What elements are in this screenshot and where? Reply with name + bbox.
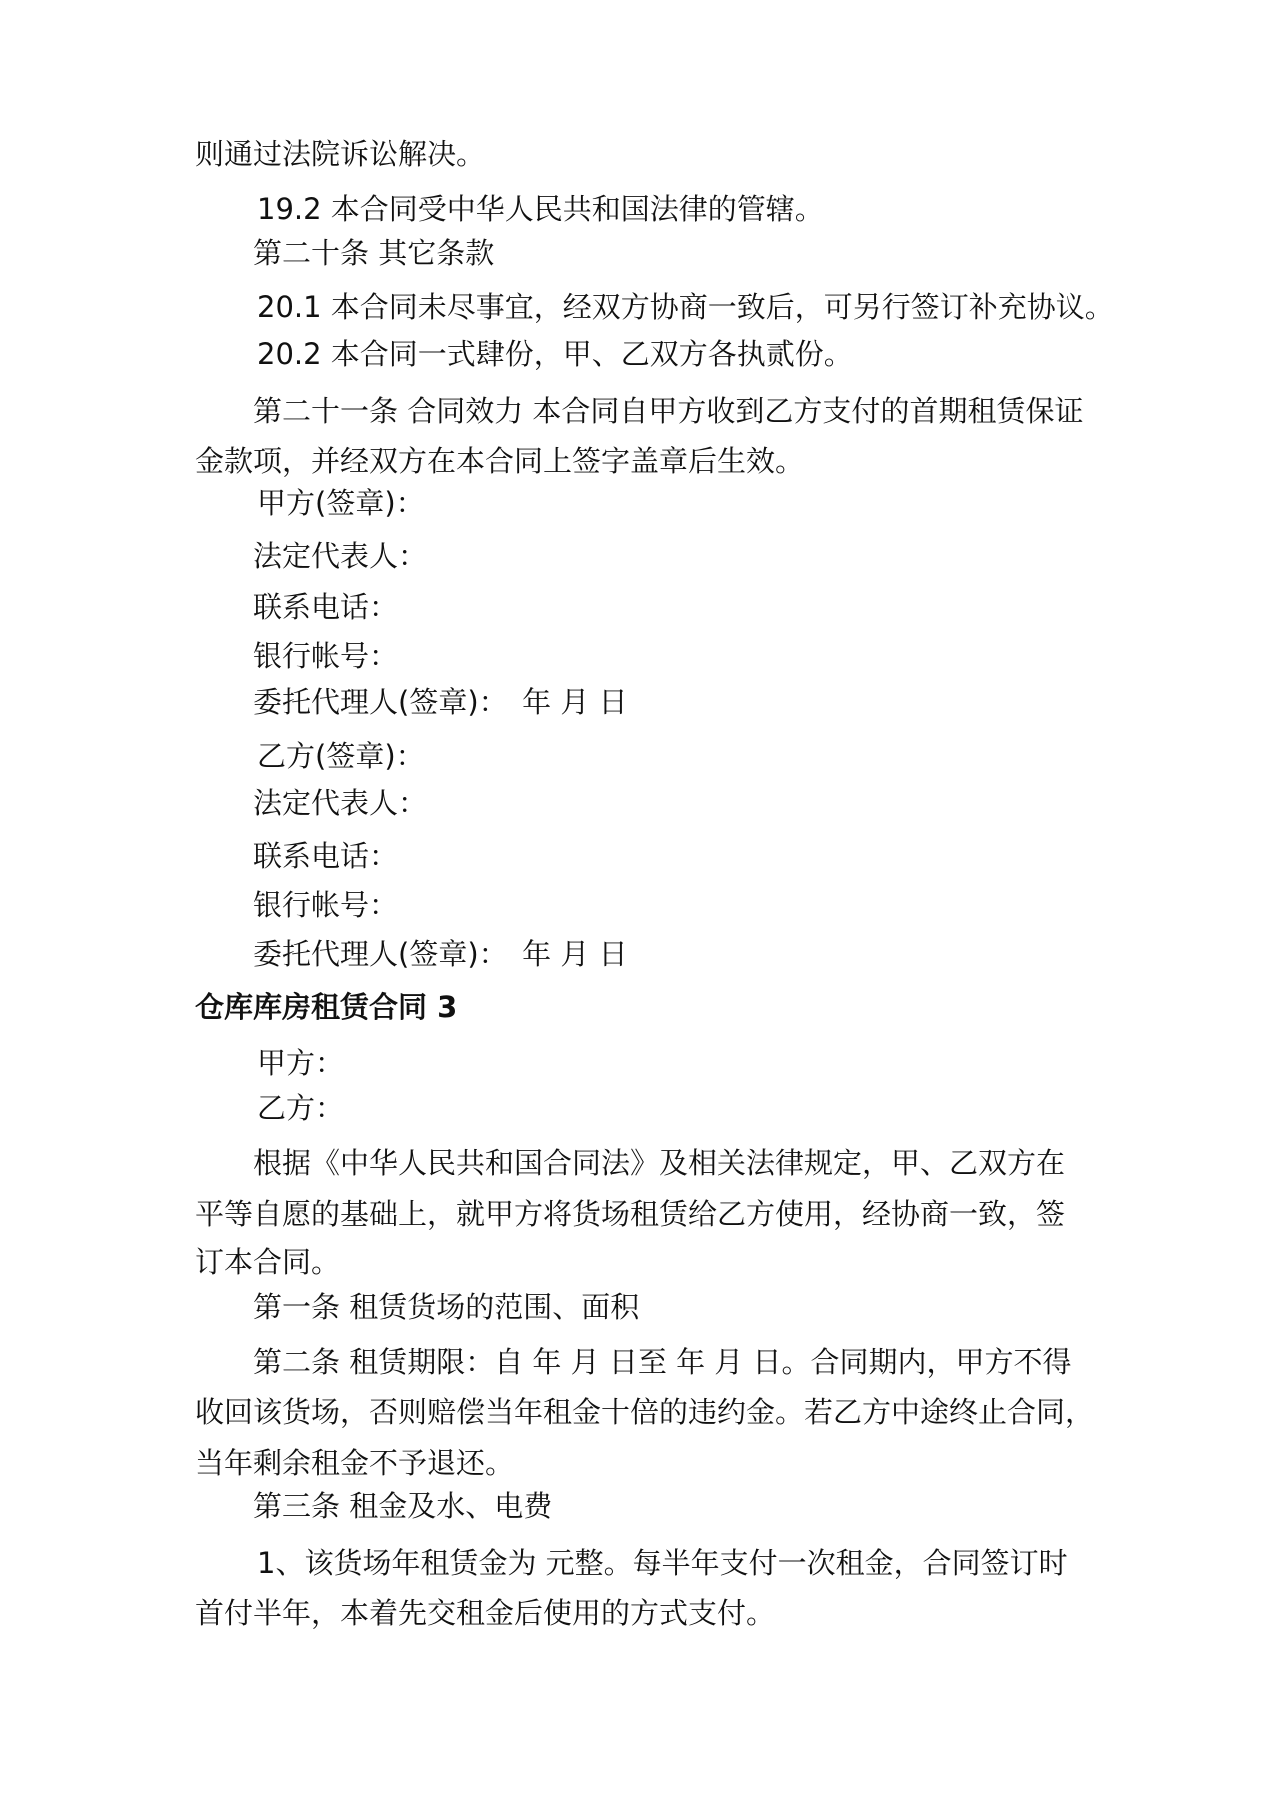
- section-title: 第二十条 其它条款: [253, 236, 495, 270]
- signature-field: 委托代理人(签章)： 年 月 日: [253, 937, 628, 971]
- signature-field: 甲方(签章)：: [257, 486, 425, 520]
- text-line: 则通过法院诉讼解决。: [195, 137, 486, 171]
- text-line: 第二条 租赁期限：自 年 月 日至 年 月 日。合同期内，甲方不得: [253, 1345, 1072, 1379]
- document-heading: 仓库库房租赁合同 3: [195, 990, 458, 1024]
- signature-field: 银行帐号：: [253, 888, 399, 922]
- party-field: 甲方：: [257, 1046, 345, 1080]
- signature-field: 银行帐号：: [253, 639, 399, 673]
- text-line: 20.1 本合同未尽事宜，经双方协商一致后，可另行签订补充协议。: [257, 290, 1114, 324]
- section-title: 第一条 租赁货场的范围、面积: [253, 1290, 640, 1324]
- signature-field: 联系电话：: [253, 839, 399, 873]
- text-line: 金款项，并经双方在本合同上签字盖章后生效。: [195, 444, 805, 478]
- text-line: 首付半年，本着先交租金后使用的方式支付。: [195, 1596, 776, 1630]
- section-title: 第三条 租金及水、电费: [253, 1489, 553, 1523]
- text-line: 20.2 本合同一式肆份，甲、乙双方各执贰份。: [257, 337, 853, 371]
- text-line: 第二十一条 合同效力 本合同自甲方收到乙方支付的首期租赁保证: [253, 394, 1084, 428]
- text-line: 1、该货场年租赁金为 元整。每半年支付一次租金，合同签订时: [257, 1546, 1068, 1580]
- text-line: 当年剩余租金不予退还。: [195, 1446, 515, 1480]
- text-line: 19.2 本合同受中华人民共和国法律的管辖。: [257, 192, 824, 226]
- text-line: 根据《中华人民共和国合同法》及相关法律规定，甲、乙双方在: [253, 1146, 1066, 1180]
- signature-field: 法定代表人：: [253, 539, 428, 573]
- signature-field: 委托代理人(签章)： 年 月 日: [253, 685, 628, 719]
- signature-field: 乙方(签章)：: [257, 739, 425, 773]
- text-line: 收回该货场，否则赔偿当年租金十倍的违约金。若乙方中途终止合同，: [195, 1395, 1095, 1429]
- signature-field: 联系电话：: [253, 590, 399, 624]
- text-line: 平等自愿的基础上，就甲方将货场租赁给乙方使用，经协商一致，签: [195, 1197, 1066, 1231]
- signature-field: 法定代表人：: [253, 786, 428, 820]
- text-line: 订本合同。: [195, 1245, 341, 1279]
- party-field: 乙方：: [257, 1091, 345, 1125]
